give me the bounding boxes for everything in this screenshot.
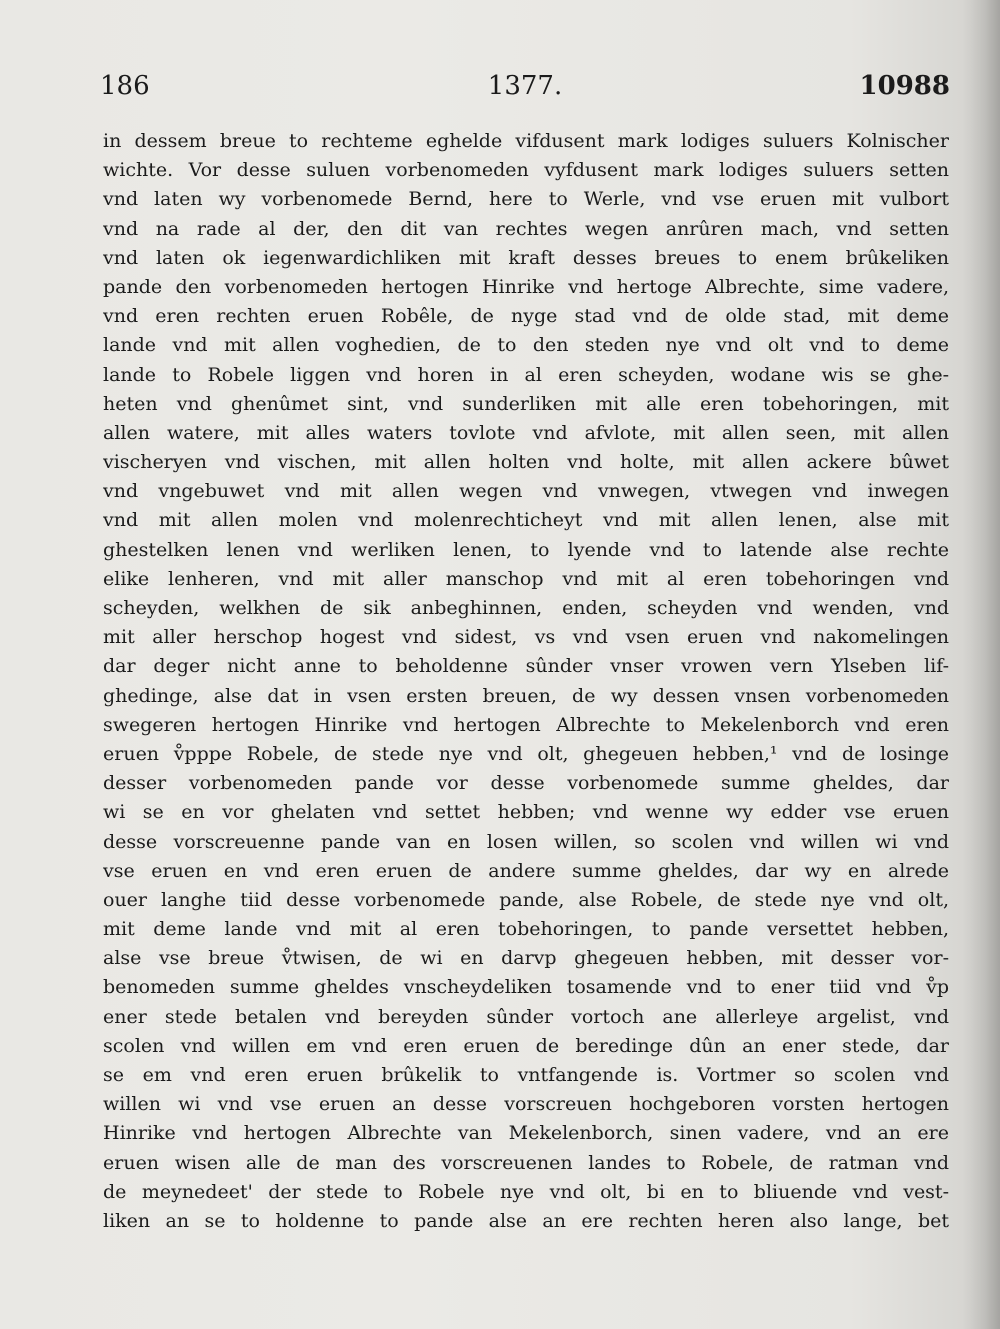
text-line: allen watere, mit alles waters tovlote vnd afvlote, mit allen seen, mit allen <box>103 421 949 444</box>
text-line: scheyden, welkhen de sik anbeghinnen, enden, scheyden vnd wenden, vnd <box>103 597 949 619</box>
text-line: vse eruen en vnd eren eruen de andere summe gheldes, dar wy en alrede <box>103 859 949 882</box>
text-line: liken an se to holdenne to pande alse an ere rechten heren also lange, bet <box>103 1209 949 1232</box>
document-number: 10988 <box>859 71 950 101</box>
text-line: ener stede betalen vnd bereyden sûnder vortoch ane allerleye argelist, vnd <box>103 1005 949 1028</box>
text-line: ghestelken lenen vnd werliken lenen, to lyende vnd to latende alse rechte <box>103 538 949 561</box>
text-line: wichte. Vor desse suluen vorbenomeden vyfdusent mark lodiges suluers setten <box>103 159 949 182</box>
text-line: ghedinge, alse dat in vsen ersten breuen, de wy dessen vnsen vorbenomeden <box>103 684 949 707</box>
text-line: eruen wisen alle de man des vorscreuenen landes to Robele, de ratman vnd <box>103 1151 949 1174</box>
text-line: desser vorbenomeden pande vor desse vorbenomede summe gheldes, dar <box>103 772 949 795</box>
text-line: vnd laten wy vorbenomede Bernd, here to Werle, vnd vse eruen mit vulbort <box>103 188 949 211</box>
text-line: lande to Robele liggen vnd horen in al eren scheyden, wodane wis se ghe- <box>103 363 949 386</box>
header-year: 1377. <box>487 71 563 101</box>
text-line: pande den vorbenomeden hertogen Hinrike vnd hertoge Albrechte, sime vadere, <box>103 275 949 298</box>
text-line: mit aller herschop hogest vnd sidest, vs vnd vsen eruen vnd nakomelingen <box>103 626 949 649</box>
text-line: in dessem breue to rechteme eghelde vifdusent mark lodiges suluers Kolnischer <box>103 130 949 152</box>
text-line: vnd laten ok iegenwardichliken mit kraft desses breues to enem brûkeliken <box>103 246 949 269</box>
text-line: lande vnd mit allen voghedien, de to den steden nye vnd olt vnd to deme <box>103 334 949 357</box>
text-line: willen wi vnd vse eruen an desse vorscreuen hochgeboren vorsten hertogen <box>103 1093 949 1116</box>
text-line: swegeren hertogen Hinrike vnd hertogen Albrechte to Mekelenborch vnd eren <box>103 713 949 736</box>
text-line: dar deger nicht anne to beholdenne sûnder vnser vrowen vern Ylseben lif- <box>103 655 949 678</box>
text-line: mit deme lande vnd mit al eren tobehoringen, to pande versettet hebben, <box>103 918 949 941</box>
page-number: 186 <box>100 71 150 101</box>
text-line: vnd vngebuwet vnd mit allen wegen vnd vnwegen, vtwegen vnd inwegen <box>103 480 949 503</box>
text-line: benomeden summe gheldes vnscheydeliken tosamende vnd to ener tiid vnd v̊p <box>103 976 949 999</box>
text-line: alse vse breue v̊twisen, de wi en darvp ghegeuen hebben, mit desser vor- <box>103 947 949 970</box>
page-header <box>100 66 950 106</box>
page-edge-shadow <box>962 0 1000 1329</box>
text-line: scolen vnd willen em vnd eren eruen de beredinge dûn an ener stede, dar <box>103 1034 949 1057</box>
text-line: elike lenheren, vnd mit aller manschop vnd mit al eren tobehoringen vnd <box>103 567 949 590</box>
body-text <box>103 127 949 1236</box>
text-line: eruen v̊pppe Robele, de stede nye vnd olt, ghegeuen hebben,¹ vnd de losinge <box>103 742 949 765</box>
text-line: se em vnd eren eruen brûkelik to vntfangende is. Vortmer so scolen vnd <box>103 1064 949 1086</box>
text-line: desse vorscreuenne pande van en losen willen, so scolen vnd willen wi vnd <box>103 830 949 853</box>
text-line: wi se en vor ghelaten vnd settet hebben; vnd wenne wy edder vse eruen <box>103 801 949 824</box>
text-line: ouer langhe tiid desse vorbenomede pande, alse Robele, de stede nye vnd olt, <box>103 888 949 911</box>
text-line: vnd na rade al der, den dit van rechtes wegen anrûren mach, vnd setten <box>103 217 949 240</box>
text-line: heten vnd ghenûmet sint, vnd sunderliken mit alle eren tobehoringen, mit <box>103 392 949 415</box>
text-line: de meynedeet' der stede to Robele nye vnd olt, bi en to bliuende vnd vest- <box>103 1180 949 1203</box>
text-line: vnd eren rechten eruen Robêle, de nyge stad vnd de olde stad, mit deme <box>103 305 949 328</box>
text-line: vischeryen vnd vischen, mit allen holten vnd holte, mit allen ackere bûwet <box>103 451 949 474</box>
text-line: Hinrike vnd hertogen Albrechte van Mekelenborch, sinen vadere, vnd an ere <box>103 1122 949 1145</box>
text-line: vnd mit allen molen vnd molenrechticheyt vnd mit allen lenen, alse mit <box>103 509 949 532</box>
